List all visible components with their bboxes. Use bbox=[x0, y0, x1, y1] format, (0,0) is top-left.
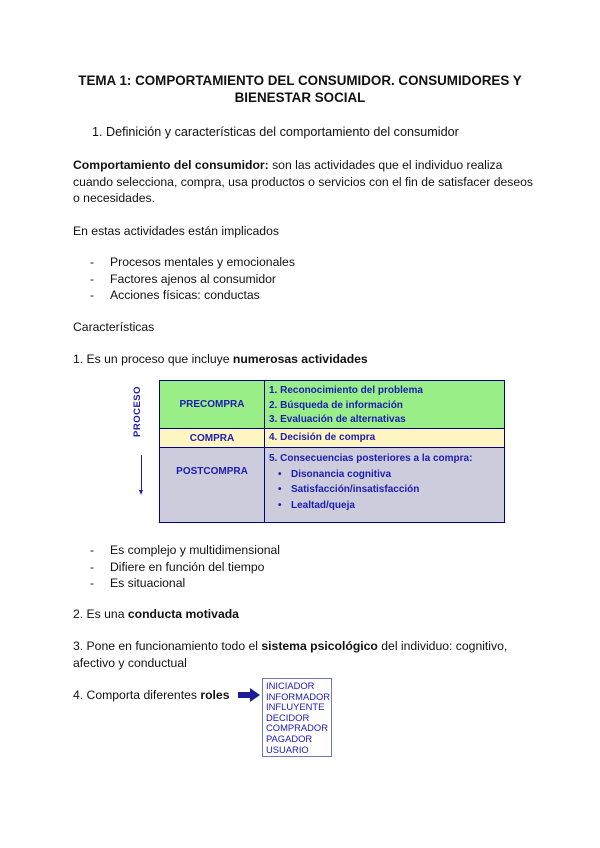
point-2-bold: conducta motivada bbox=[127, 607, 239, 621]
postcompra-row bbox=[160, 448, 504, 522]
point-3-text: 3. Pone en funcionamiento todo el bbox=[73, 639, 262, 653]
arrow-right-icon bbox=[238, 688, 260, 702]
role-item: USUARIO bbox=[266, 743, 309, 755]
characteristics-label: Características bbox=[73, 320, 155, 334]
process-step: 2. Búsqueda de información bbox=[269, 399, 403, 411]
purchase-process-diagram bbox=[159, 380, 505, 523]
activities-intro: En estas actividades están implicados bbox=[73, 224, 279, 238]
point-1 bbox=[73, 351, 368, 368]
roles-box bbox=[262, 678, 332, 757]
list-item: - Es situacional bbox=[90, 575, 280, 592]
role-item: INFLUYENTE bbox=[266, 701, 325, 713]
process-traits-list bbox=[90, 542, 280, 592]
list-item: - Difiere en función del tiempo bbox=[90, 559, 280, 576]
precompra-label: PRECOMPRA bbox=[160, 381, 265, 428]
list-item: - Es complejo y multidimensional bbox=[90, 542, 280, 559]
arrow-down-icon bbox=[139, 490, 143, 495]
point-2 bbox=[73, 606, 239, 623]
process-step: 1. Reconocimiento del problema bbox=[269, 385, 423, 396]
role-item: PAGADOR bbox=[266, 732, 313, 744]
precompra-steps bbox=[265, 381, 504, 428]
list-item: - Factores ajenos al consumidor bbox=[90, 271, 295, 288]
point-4 bbox=[73, 687, 230, 704]
point-1-bold: numerosas actividades bbox=[232, 352, 368, 366]
process-step: 3. Evaluación de alternativas bbox=[269, 414, 406, 425]
list-item: • Satisfacción/insatisfacción bbox=[269, 482, 504, 498]
document-title: TEMA 1: COMPORTAMIENTO DEL CONSUMIDOR. CONSUMIDORES Y BIENESTAR SOCIAL bbox=[78, 73, 522, 105]
process-step: 5. Consecuencias posteriores a la compra: bbox=[269, 453, 473, 464]
point-3 bbox=[73, 638, 543, 671]
activities-list bbox=[90, 254, 295, 304]
point-4-text: 4. Comporta diferentes bbox=[73, 688, 201, 702]
list-item: • Lealtad/queja bbox=[269, 498, 504, 514]
list-item: - Procesos mentales y emocionales bbox=[90, 254, 295, 271]
definition-paragraph bbox=[73, 157, 543, 207]
compra-row bbox=[160, 429, 504, 448]
point-2-text: 2. Es una bbox=[73, 607, 128, 621]
role-item: COMPRADOR bbox=[266, 722, 328, 734]
point-4-bold: roles bbox=[200, 688, 230, 702]
role-item: INICIADOR bbox=[266, 680, 315, 691]
postcompra-label: POSTCOMPRA bbox=[160, 448, 265, 522]
precompra-row bbox=[160, 381, 504, 429]
process-axis-label: PROCESO bbox=[132, 385, 143, 437]
definition-term: Comportamiento del consumidor: bbox=[73, 158, 269, 172]
point-3-bold: sistema psicológico bbox=[261, 639, 378, 653]
definition-text: son las actividades que el individuo realiza cuando selecciona, compra, usa productos o servicios con el fin de satisfacer deseos o necesidades. bbox=[73, 158, 533, 205]
compra-label: COMPRA bbox=[160, 429, 265, 447]
process-step: 4. Decisión de compra bbox=[269, 432, 376, 443]
postcompra-steps bbox=[265, 448, 504, 522]
process-axis-line bbox=[141, 455, 142, 491]
list-item: - Acciones físicas: conductas bbox=[90, 287, 295, 304]
role-item: DECIDOR bbox=[266, 711, 310, 723]
section-heading: 1. Definición y características del comportamiento del consumidor bbox=[92, 125, 459, 139]
list-item: • Disonancia cognitiva bbox=[269, 467, 504, 483]
point-3-suffix: del individuo: cognitivo, afectivo y conductual bbox=[73, 639, 508, 670]
point-1-text: 1. Es un proceso que incluye bbox=[73, 352, 233, 366]
role-item: INFORMADOR bbox=[266, 690, 331, 702]
